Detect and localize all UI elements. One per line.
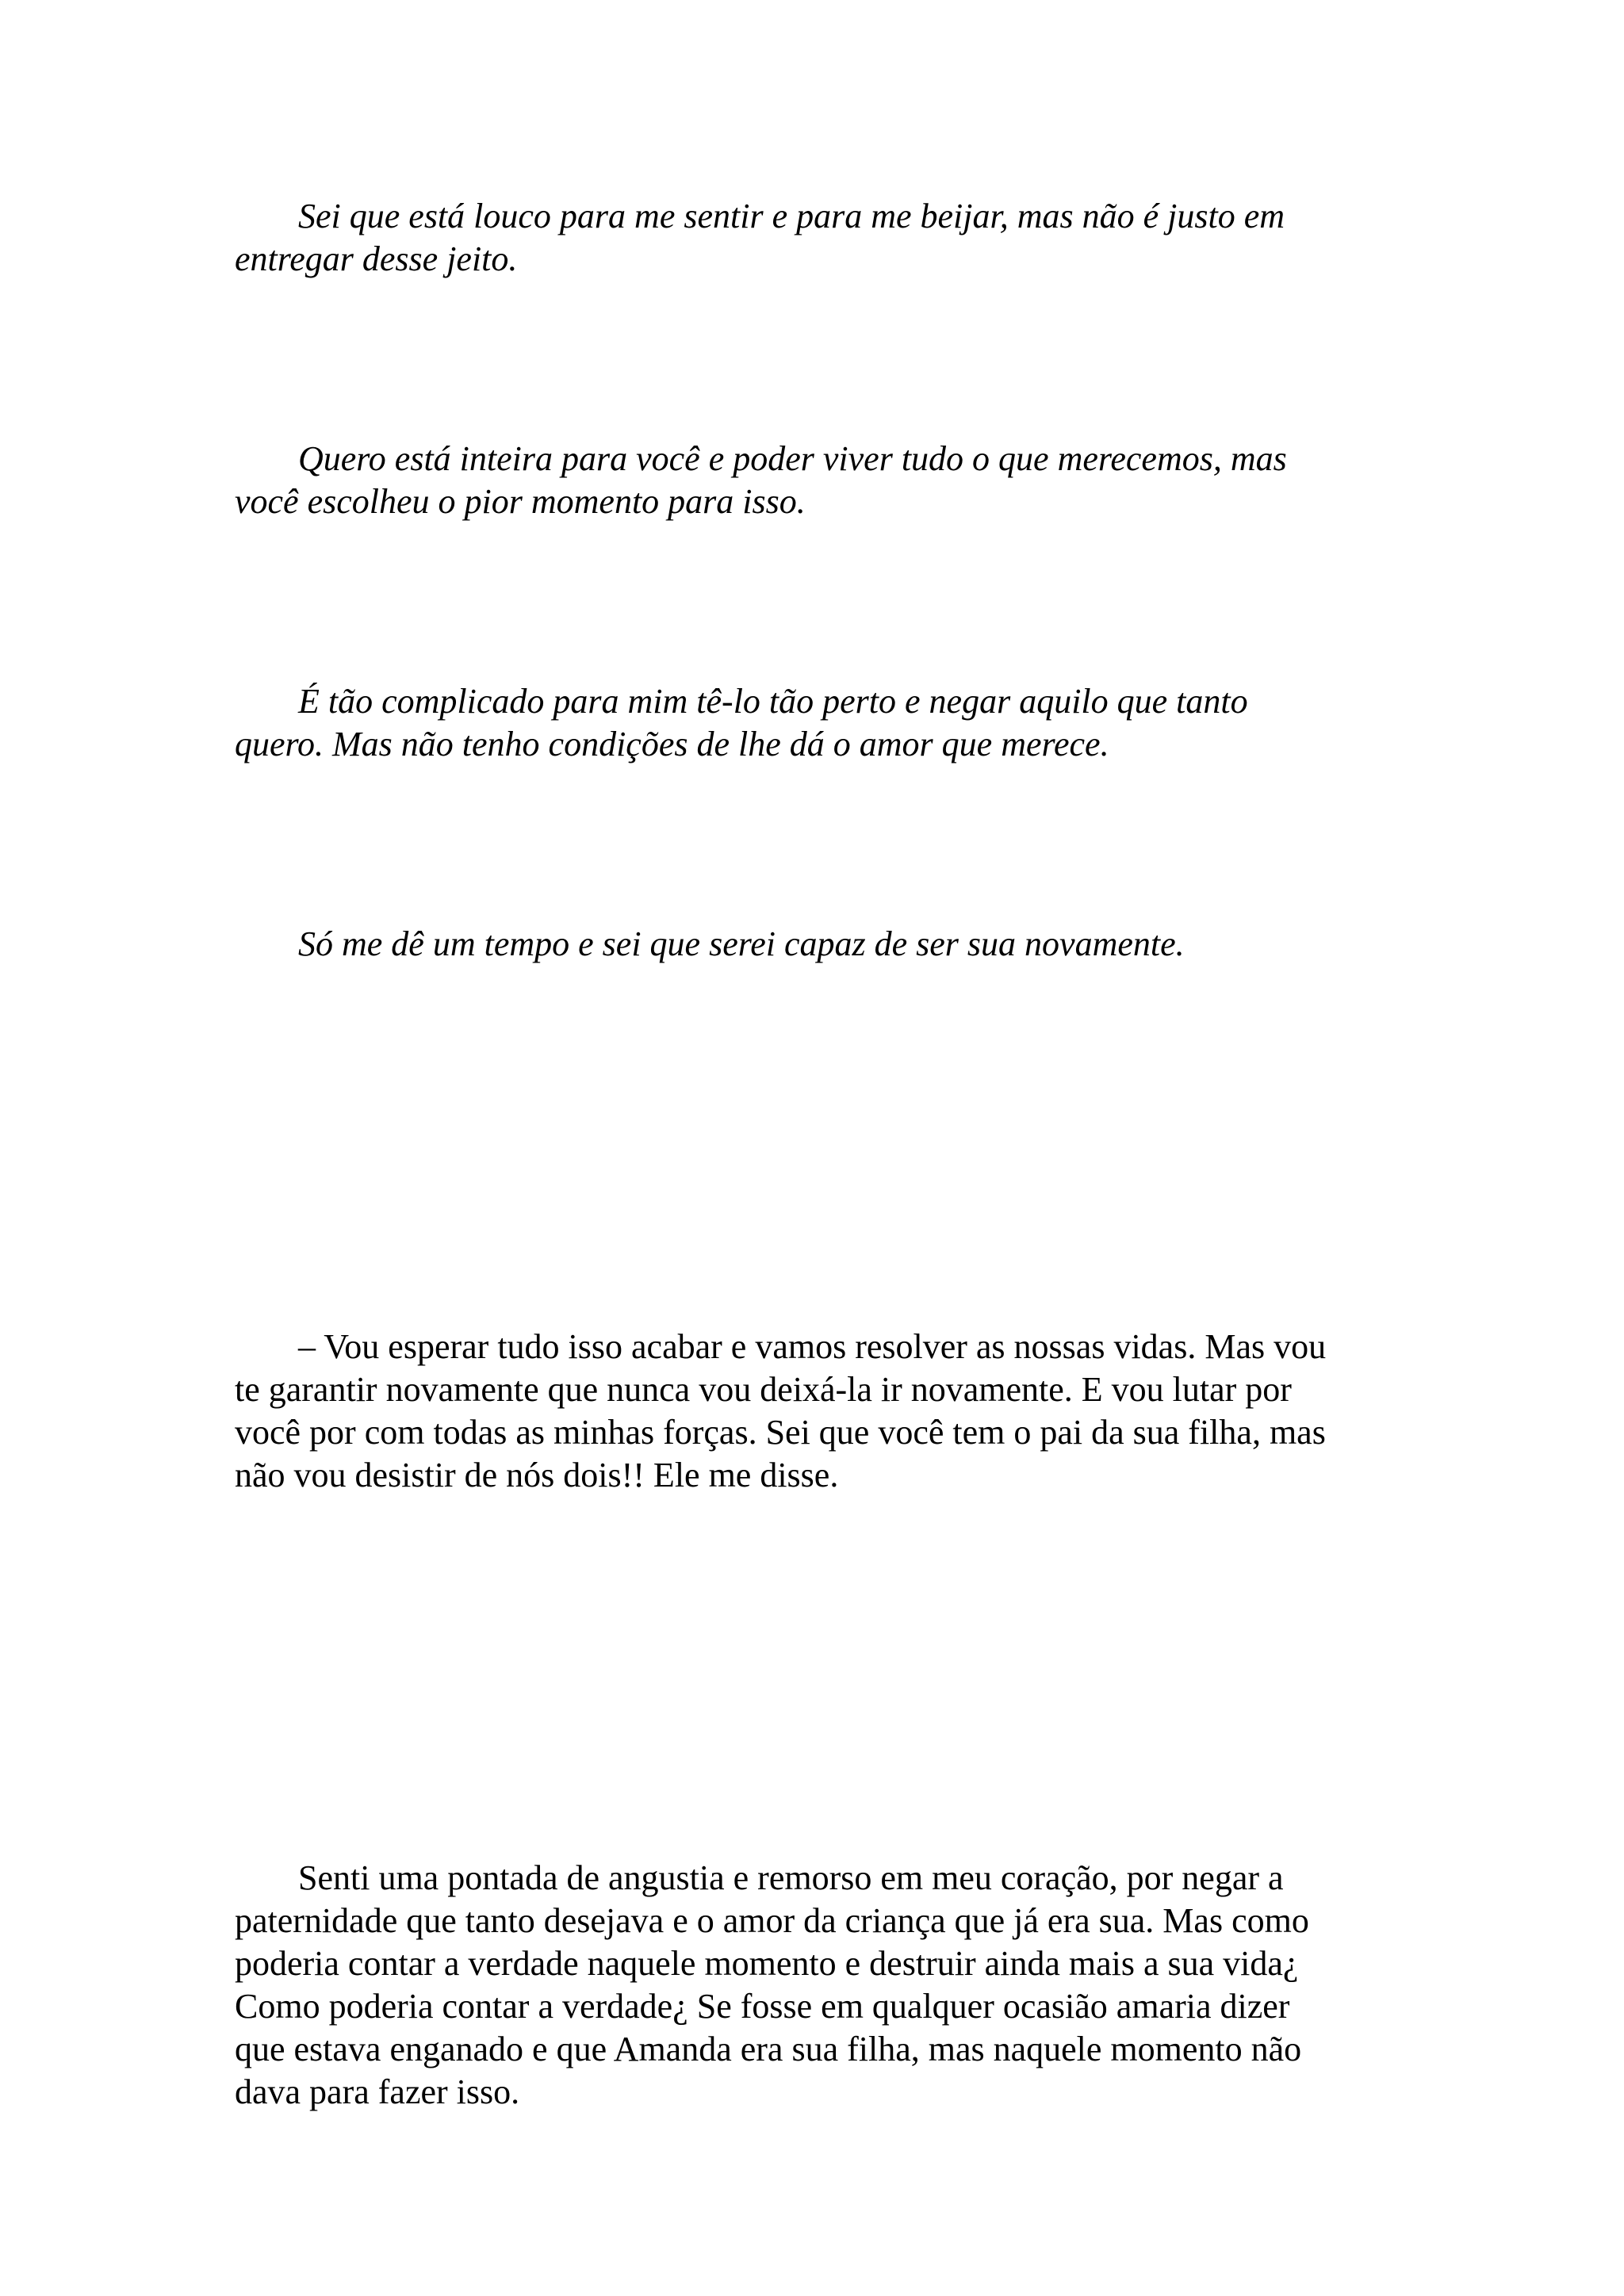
paragraph-1 (235, 195, 1408, 281)
paragraph-6-line-1: Senti uma pontada de angustia e remorso em meu coração, por negar a (298, 1858, 1284, 1897)
paragraph-3-line-1: É tão complicado para mim tê-lo tão perto e negar aquilo que tanto (298, 682, 1248, 721)
paragraph-4-line-1: Só me dê um tempo e sei que serei capaz de ser sua novamente. (298, 924, 1185, 963)
paragraph-6-line-5: que estava enganado e que Amanda era sua filha, mas naquele momento não (235, 2030, 1302, 2068)
paragraph-5-dialogue (235, 1326, 1408, 1497)
paragraph-2 (235, 438, 1408, 523)
paragraph-5-line-4: não vou desistir de nós dois!! Ele me disse. (235, 1456, 839, 1494)
paragraph-2-line-1: Quero está inteira para você e poder viver tudo o que merecemos, mas (298, 439, 1287, 478)
paragraph-6-line-3: poderia contar a verdade naquele momento e destruir ainda mais a sua vida¿ (235, 1944, 1299, 1983)
paragraph-1-line-2: entregar desse jeito. (235, 239, 518, 278)
paragraph-6-line-6: dava para fazer isso. (235, 2072, 520, 2111)
paragraph-2-line-2: você escolheu o pior momento para isso. (235, 482, 806, 521)
paragraph-4 (235, 923, 1408, 966)
paragraph-5-line-3: você por com todas as minhas forças. Sei que você tem o pai da sua filha, mas (235, 1413, 1326, 1452)
paragraph-6-line-2: paternidade que tanto desejava e o amor da criança que já era sua. Mas como (235, 1901, 1309, 1940)
paragraph-5-line-2: te garantir novamente que nunca vou deixá-la ir novamente. E vou lutar por (235, 1370, 1292, 1409)
paragraph-6-line-4: Como poderia contar a verdade¿ Se fosse em qualquer ocasião amaria dizer (235, 1987, 1290, 2026)
paragraph-6-narration (235, 1857, 1408, 2114)
paragraph-5-line-1: – Vou esperar tudo isso acabar e vamos resolver as nossas vidas. Mas vou (298, 1327, 1327, 1366)
paragraph-3 (235, 680, 1408, 766)
paragraph-3-line-2: quero. Mas não tenho condições de lhe dá o amor que merece. (235, 725, 1109, 763)
paragraph-1-line-1: Sei que está louco para me sentir e para me beijar, mas não é justo em (298, 197, 1285, 235)
